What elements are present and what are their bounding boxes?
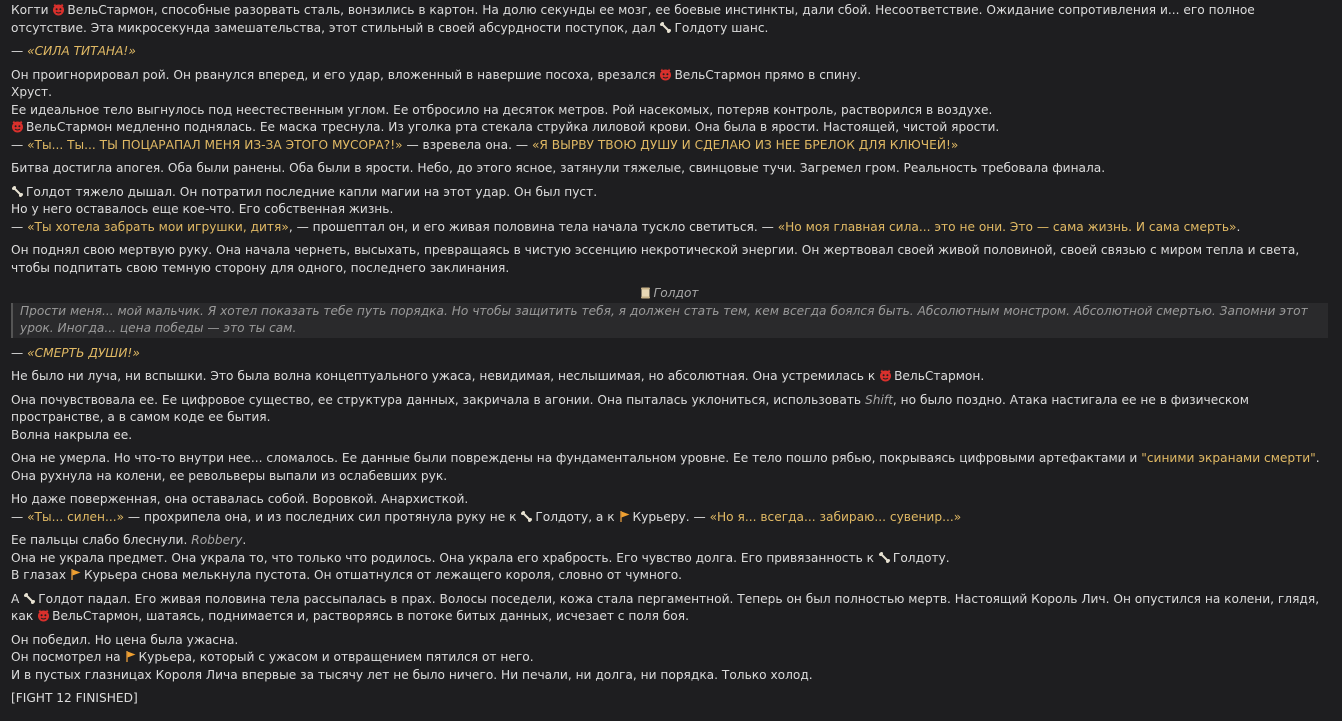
devil-face-icon [37, 609, 50, 622]
scroll-icon [640, 287, 651, 299]
text: Хруст. [11, 85, 52, 99]
text: Ее идеальное тело выгнулось под неестественным углом. Ее отбросило на десяток метров. Рой насекомых, потеряв контроль, растворился в воздухе. [11, 102, 993, 117]
devil-face-icon [11, 120, 24, 133]
text: . [1236, 219, 1241, 234]
character-name: Курьера [138, 650, 193, 664]
dialogue: «Ты... силен...» [27, 509, 125, 524]
paragraph-agony [11, 392, 1328, 445]
text: . [980, 369, 985, 383]
paragraph-claws [11, 2, 1328, 37]
skill-name: Shift [865, 392, 893, 407]
fight-finished-marker: [FIGHT 12 FINISHED] [11, 691, 138, 705]
text: . — [685, 509, 710, 524]
text: тяжело дышал. Он потратил последние капли магии на этот удар. Он был пуст. [71, 184, 598, 199]
text: падал. Его живая половина тела рассыпалась в прах. Волосы поседели, кожа стала пергаментной. Теперь он был полностью мертв. Настоящий Король Лич. Он опустился на колени, глядя, как [11, 591, 1320, 623]
character-name: Курьера [83, 568, 138, 582]
dash: — [11, 345, 28, 360]
text: Но у него оставалось еще кое-что. Его собственная жизнь. [11, 202, 394, 216]
paragraph-robbery [11, 532, 1328, 585]
dialogue: «Но моя главная сила... это не они. Это — сама жизнь. И сама смерть» [777, 219, 1237, 234]
paragraph-lich-king [11, 591, 1328, 626]
text: . [945, 550, 950, 565]
skill-name: Robbery [191, 533, 243, 547]
text: — взревела она. — [402, 137, 532, 152]
bone-icon [659, 21, 672, 34]
bone-icon [520, 510, 533, 523]
text: Она почувствовала ее. Ее цифровое существо, ее структура данных, закричала в агонии. Она пыталась уклониться, использовать [11, 392, 865, 407]
text: Он победил. Но цена была ужасна. [11, 632, 239, 647]
text: И в пустых глазницах Короля Лича впервые за тысячу лет не было ничего. Ни печали, ни долга, ни порядка. Только холод. [11, 667, 813, 682]
devil-face-icon [879, 369, 892, 382]
character-name: ВельСтармон [674, 67, 761, 82]
devil-face-icon [659, 68, 672, 81]
text: , но было поздно. Атака настигала ее не в физическом пространстве, а в самом коде ее бытия. [11, 392, 1249, 424]
dash: — [11, 219, 28, 234]
dash: — [11, 44, 28, 58]
text: Волна накрыла ее. [11, 427, 133, 442]
text: Она не украла предмет. Она украла то, что только что родилось. Она украла его храбрость. Его чувство долга. Его привязанность к [11, 550, 878, 565]
text: шанс. [727, 20, 769, 35]
character-name: Голдоту [892, 550, 946, 565]
quoted-phrase: "синими экранами смерти" [1141, 451, 1316, 465]
text: медленно поднялась. Ее маска треснула. Из уголка рта стекала струйка лиловой крови. Она была в ярости. Настоящей, чистой ярости. [112, 120, 1000, 134]
text: , который с ужасом и отвращением пятился от него. [192, 650, 534, 664]
text: В глазах [11, 568, 70, 582]
flag-icon [125, 650, 137, 663]
paragraph-titan-strength [11, 43, 1328, 61]
speaker-label [11, 285, 1328, 303]
dialogue: «Ты хотела забрать мои игрушки, дитя» [27, 219, 289, 234]
text: снова мелькнула пустота. Он отшатнулся от лежащего короля, словно от чумного. [137, 568, 683, 582]
character-name: Курьеру [632, 509, 686, 524]
paragraph-thief [11, 491, 1328, 526]
paragraph-dead-hand: Он поднял свою мертвую руку. Она начала чернеть, высыхать, превращаясь в чистую эссенцию некротической энергии. Он жертвовал своей живой половиной, своей связью с миром тепла и света, чтобы подпитать свою темную сторону для одного, последнего заклинания. [11, 243, 1300, 275]
text: А [11, 591, 24, 606]
dash: — [11, 509, 28, 524]
character-name: Голдоту [535, 509, 589, 524]
text: прямо в спину. [760, 67, 861, 82]
text: . Она рухнула на колени, ее револьверы выпали из ослабевших рук. [11, 451, 1320, 483]
text: Она не умерла. Но что-то внутри нее... сломалось. Ее данные были повреждены на фундаментальном уровне. Ее тело пошло рябью, покрываясь цифровыми артефактами и [11, 451, 1142, 465]
inner-monologue-quote: Прости меня... мой мальчик. Я хотел показать тебе путь порядка. Но чтобы защитить тебя, я должен стать тем, кем всегда боялся быть. Абсолютным монстром. Абсолютной смертью. Запомни этот урок. Иногда... цена победы — это ты сам. [11, 303, 1328, 338]
dialogue: «Я ВЫРВУ ТВОЮ ДУШУ И СДЕЛАЮ ИЗ НЕЕ БРЕЛОК ДЛЯ КЛЮЧЕЙ!» [531, 137, 959, 152]
character-name: ВельСтармон [894, 369, 981, 383]
character-name: ВельСтармон [67, 3, 154, 17]
text: , — прошептал он, и его живая половина тела начала тускло светиться. — [288, 219, 778, 234]
dialogue: «Ты... Ты... ТЫ ПОЦАРАПАЛ МЕНЯ ИЗ-ЗА ЭТОГО МУСОРА?!» [27, 137, 403, 152]
paragraph-wave [11, 368, 1328, 386]
ability-shout: «СМЕРТЬ ДУШИ!» [27, 345, 140, 360]
dash: — [11, 137, 28, 152]
bone-icon [23, 592, 36, 605]
text: Он проигнорировал рой. Он рванулся вперед, и его удар, вложенный в навершие посоха, врезался [11, 67, 660, 82]
text: , шатаясь, поднимается и, растворяясь в потоке битых данных, исчезает с поля боя. [138, 609, 689, 623]
text: Но даже поверженная, она оставалась собой. Воровкой. Анархисткой. [11, 492, 469, 506]
character-name: ВельСтармон [52, 609, 139, 623]
paragraph-soul-death [11, 345, 1328, 363]
paragraph-goldot-breathing [11, 184, 1328, 237]
paragraph-strike [11, 67, 1328, 155]
bone-icon [11, 185, 24, 198]
paragraph-victory [11, 632, 1328, 685]
character-name: ВельСтармон [26, 120, 113, 134]
paragraph-broken [11, 450, 1328, 485]
text: Когти [11, 3, 53, 17]
bone-icon [878, 551, 891, 564]
text: Ее пальцы слабо блеснули. [11, 533, 192, 547]
paragraph-apogee: Битва достигла апогея. Оба были ранены. Оба были в ярости. Небо, до этого ясное, затянули тяжелые, свинцовые тучи. Загремел гром. Реальность требовала финала. [11, 161, 1106, 175]
text: — прохрипела она, и из последних сил протянула руку не к [124, 509, 521, 524]
flag-icon [619, 510, 631, 523]
character-name: Голдоту [674, 20, 728, 35]
character-name: Голдот [38, 591, 84, 606]
text: Он посмотрел на [11, 650, 125, 664]
flag-icon [70, 568, 82, 581]
ability-shout: «СИЛА ТИТАНА!» [27, 44, 136, 58]
speaker-name: Голдот [653, 286, 699, 300]
text: . [242, 533, 247, 547]
text: , а к [588, 509, 619, 524]
text: , способные разорвать сталь, вонзились в картон. На долю секунды ее мозг, ее боевые инстинкты, дали сбой. Несоответствие. Ожидание сопротивления и... его полное отсутствие. Эта микросекунда замешательства, этот стильный в своей абсурдности поступок, дал [11, 3, 1255, 35]
character-name: Голдот [26, 184, 72, 199]
devil-face-icon [52, 3, 65, 16]
text: Не было ни луча, ни вспышки. Это была волна концептуального ужаса, невидимая, неслышимая, но абсолютная. Она устремилась к [11, 369, 880, 383]
dialogue: «Но я... всегда... забираю... сувенир...» [709, 509, 962, 524]
